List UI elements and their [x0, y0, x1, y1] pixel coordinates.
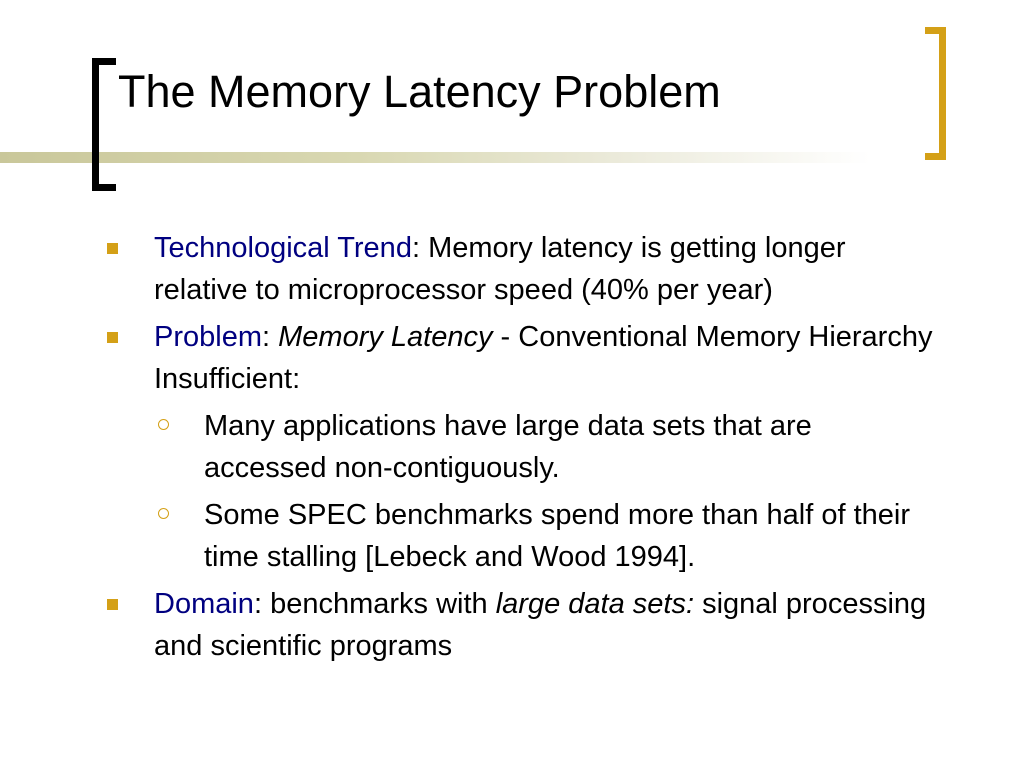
bullet-text: signal processing and scientific programs — [154, 588, 927, 662]
square-bullet-icon — [107, 243, 118, 254]
slide-title: The Memory Latency Problem — [118, 66, 721, 117]
bullet-separator: : — [262, 321, 279, 353]
bullet-pre-text: benchmarks with — [270, 588, 496, 620]
bullet-term: Problem — [154, 321, 262, 353]
circle-bullet-icon — [158, 508, 169, 519]
right-bracket-decoration — [925, 27, 946, 160]
square-bullet-icon — [107, 332, 118, 343]
bullet-technological-trend — [104, 228, 934, 311]
left-bracket-decoration — [92, 58, 116, 191]
circle-bullet-icon — [158, 419, 169, 430]
bullet-term: Technological Trend — [154, 232, 412, 264]
bullet-separator: : — [253, 588, 271, 620]
bullet-emphasis: Memory Latency — [278, 321, 493, 353]
bullet-term: Domain — [154, 588, 254, 620]
bullet-text: - Conventional Memory Hierarchy Insufficient: — [154, 321, 933, 395]
square-bullet-icon — [107, 599, 118, 610]
sub-bullet-text: Many applications have large data sets that are accessed non-contiguously. — [204, 410, 812, 484]
bullet-text: Memory latency is getting longer relative to microprocessor speed (40% per year) — [154, 232, 846, 306]
slide-body — [104, 228, 934, 673]
sub-bullet-applications — [104, 406, 934, 489]
bullet-domain — [104, 584, 934, 667]
bullet-emphasis: large data sets: — [495, 588, 695, 620]
bullet-problem — [104, 317, 934, 400]
sub-bullet-spec-benchmarks — [104, 495, 934, 578]
bullet-separator: : — [411, 232, 429, 264]
title-underline-stripe — [0, 152, 1024, 163]
sub-bullet-text: Some SPEC benchmarks spend more than half of their time stalling [Lebeck and Wood 1994]. — [204, 499, 911, 573]
